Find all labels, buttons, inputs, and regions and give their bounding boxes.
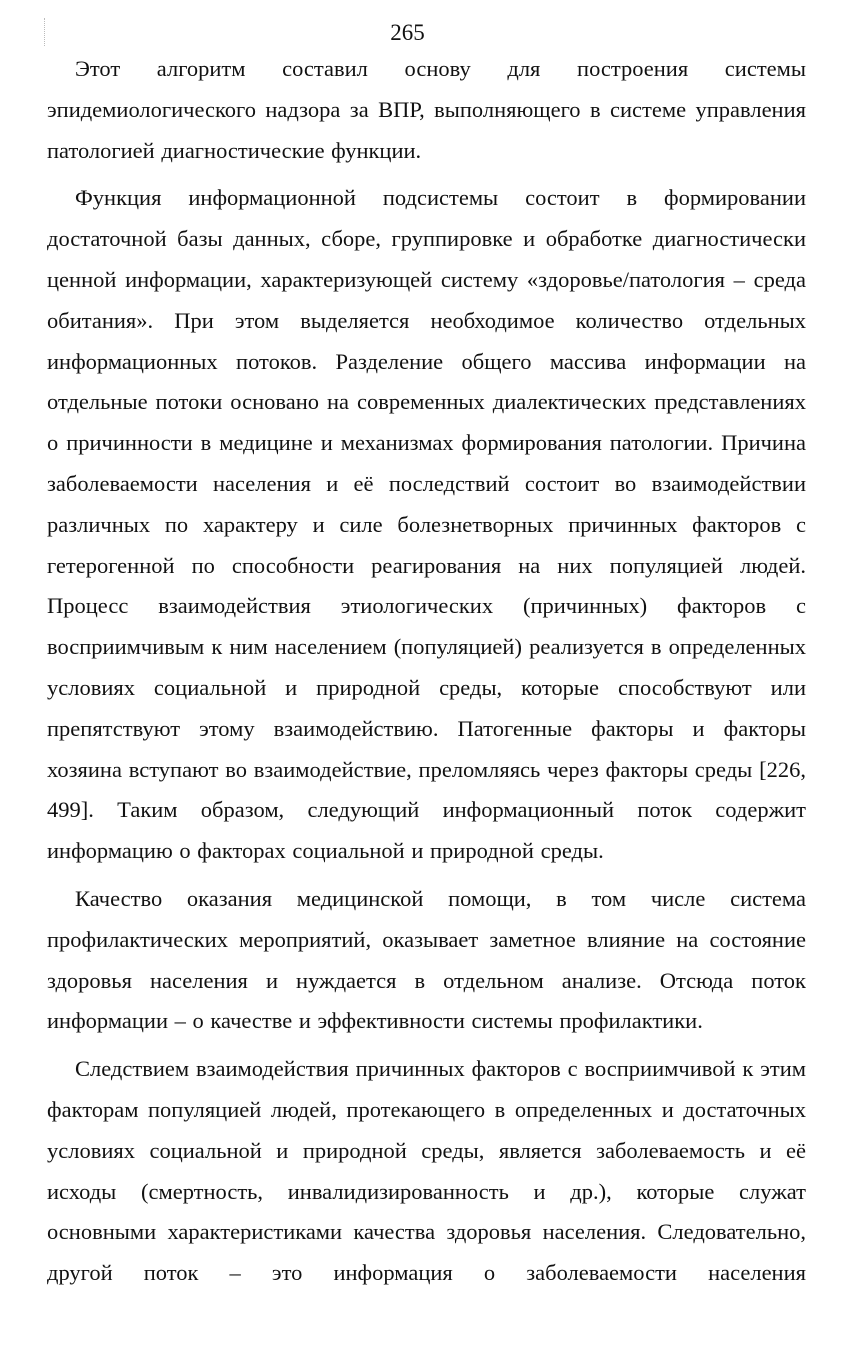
body-text — [47, 49, 806, 1294]
paragraph-3: Качество оказания медицинской помощи, в том числе система профилактических мероприятий, оказывает заметное влияние на состояние здоровья населения и нуждается в отдельном анализе. Отсюда поток информации – о качестве и эффективности системы профилактики. — [47, 885, 806, 1034]
paragraph-2: Функция информационной подсистемы состоит в формировании достаточной базы данных, сборе, группировке и обработке диагностически ценной информации, характеризующей систему «здоровье/патология – среда обитания». При этом выделяется необходимое количество отдельных информационных потоков. Разделение общего массива информации на отдельные потоки основано на современных диалектических представлениях о причинности в медицине и механизмах формирования патологии. Причина заболеваемости населения и её последствий состоит во взаимодействии различных по характеру и силе болезнетворных причинных факторов с гетерогенной по способности реагирования на них популяцией людей. Процесс взаимодействия этиологических (причинных) факторов с восприимчивым к ним населением (популяцией) реализуется в определенных условиях социальной и природной среды, которые способствуют или препятствуют этому взаимодействию. Патогенные факторы и факторы хозяина вступают во взаимодействие, преломляясь через факторы среды [226, 499]. Таким образом, следующий информационный поток содержит информацию о факторах социальной и природной среды. — [47, 185, 806, 864]
paragraph-1: Этот алгоритм составил основу для построения системы эпидемиологического надзора за ВПР, выполняющего в системе управления патологией диагностические функции. — [47, 56, 806, 163]
paragraph-4: Следствием взаимодействия причинных факторов с восприимчивой к этим факторам популяцией людей, протекающего в определенных и достаточных условиях социальной и природной среды, является заболеваемость и её исходы (смертность, инвалидизированность и др.), которые служат основными характеристиками качества здоровья населения. Следовательно, другой поток – это информация о заболеваемости населения — [47, 1056, 806, 1286]
page-number: 265 — [390, 20, 425, 45]
